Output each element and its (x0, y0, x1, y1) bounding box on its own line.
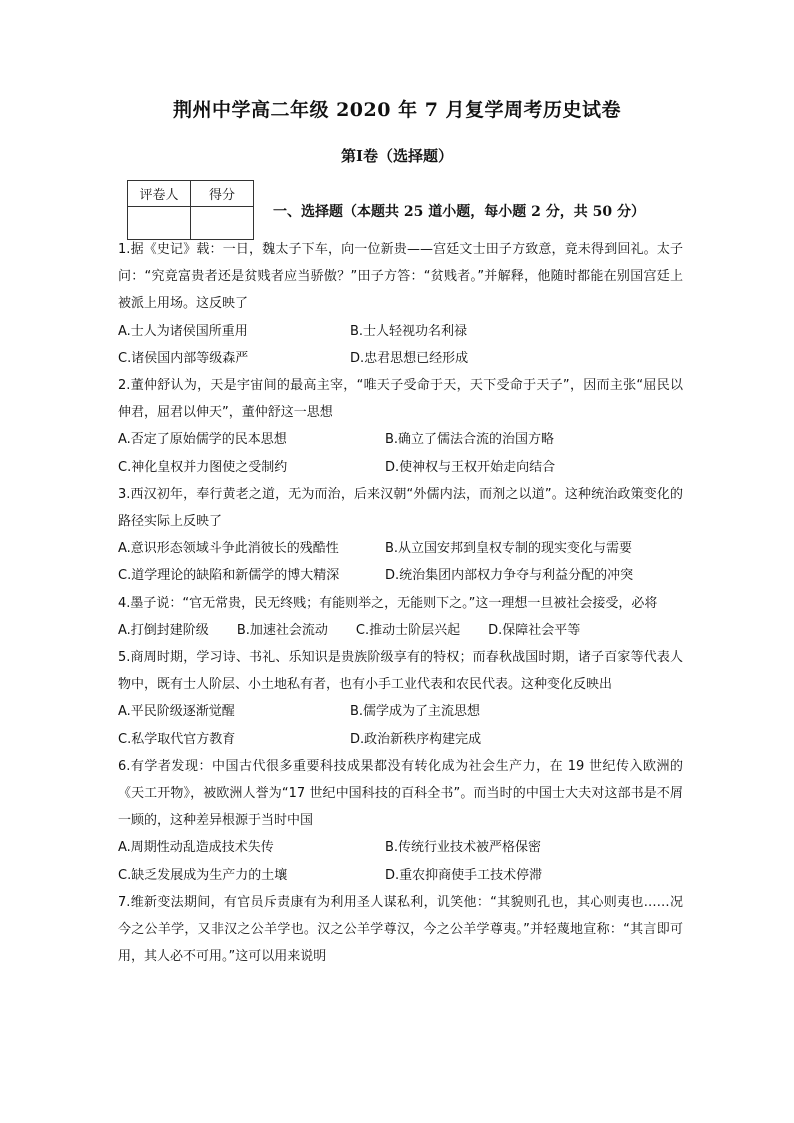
option-5c: C.私学取代官方教育 (118, 731, 236, 747)
grader-blank-cell (128, 207, 191, 240)
option-4c: C.推动士阶层兴起 (355, 622, 461, 638)
option-1d: D.忠君思想已经形成 (350, 350, 469, 366)
grader-header-cell: 评卷人 (128, 181, 191, 207)
option-5d: D.政治新秩序构建完成 (350, 731, 482, 747)
volume-subtitle: 第Ⅰ卷（选择题） (340, 147, 454, 165)
section-heading: 一、选择题（本题共 25 道小题，每小题 2 分，共 50 分） (273, 204, 645, 220)
options-row (118, 726, 683, 753)
option-6d: D.重农抑商使手工技术停滞 (385, 867, 543, 883)
question-stem-4: 4.墨子说：“官无常贵，民无终贱；有能则举之，无能则下之。”这一理想一旦被社会接受，必将 (118, 595, 658, 611)
option-6b: B.传统行业技术被严格保密 (385, 840, 542, 856)
option-2b: B.确立了儒法合流的治国方略 (385, 432, 555, 448)
options-row (118, 562, 683, 589)
grader-score-table (127, 180, 254, 240)
options-row (118, 454, 683, 481)
option-2c: C.神化皇权并力图使之受制约 (118, 459, 288, 475)
score-header-cell: 得分 (191, 181, 254, 207)
option-3c: C.道学理论的缺陷和新儒学的博大精深 (118, 568, 340, 584)
option-2a: A.否定了原始儒学的民本思想 (118, 432, 287, 448)
exam-title: 荆州中学高二年级 2020 年 7 月复学周考历史试卷 (172, 99, 622, 121)
options-row (118, 426, 683, 453)
option-3b: B.从立国安邦到皇权专制的现实变化与需要 (385, 541, 633, 557)
option-4d: D.保障社会平等 (488, 622, 581, 638)
question-stem-3: 3.西汉初年，奉行黄老之道，无为而治，后来汉朝“外儒内法，而剂之以道”。这种统治政策变化的路径实际上反映了 (118, 486, 683, 530)
options-row (118, 535, 683, 562)
option-2d: D.使神权与王权开始走向结合 (385, 459, 556, 475)
option-6c: C.缺乏发展成为生产力的土壤 (118, 867, 288, 883)
question-stem-7: 7.维新变法期间，有官员斥责康有为利用圣人谋私利，讥笑他：“其貌则孔也，其心则夷也……况今之公羊学，又非汉之公羊学也。汉之公羊学尊汉，今之公羊学尊夷。”并轻蔑地宣称：“其言即可用，其人必不可用。”这可以用来说明 (118, 894, 683, 965)
options-row (118, 617, 683, 644)
question-stem-2: 2.董仲舒认为，天是宇宙间的最高主宰，“唯天子受命于天，天下受命于天子”，因而主张“屈民以伸君，屈君以伸天”，董仲舒这一思想 (118, 378, 683, 421)
question-stem-5: 5.商周时期，学习诗、书礼、乐知识是贵族阶级享有的特权；而春秋战国时期，诸子百家等代表人物中，既有士人阶层、小土地私有者，也有小手工业代表和农民代表。这种变化反映出 (118, 650, 683, 693)
option-1b: B.士人轻视功名利禄 (350, 323, 468, 339)
options-row (118, 862, 683, 889)
option-4a: A.打倒封建阶级 (118, 622, 209, 638)
options-row (118, 834, 683, 861)
options-row (118, 698, 683, 725)
options-row (118, 345, 683, 372)
option-5a: A.平民阶级逐渐觉醒 (118, 704, 235, 720)
option-5b: B.儒学成为了主流思想 (350, 704, 481, 720)
option-1a: A.士人为诸侯国所重用 (118, 323, 248, 339)
options-row (118, 318, 683, 345)
questions-body (118, 236, 683, 970)
score-blank-cell (191, 207, 254, 240)
question-stem-6: 6.有学者发现：中国古代很多重要科技成果都没有转化成为社会生产力，在 19 世纪传入欧洲的《天工开物》，被欧洲人誉为“17 世纪中国科技的百科全书”。而当时的中国士大夫对这部书是不屑一顾的，这种差异根源于当时中国 (118, 758, 683, 829)
question-stem-1: 1.据《史记》载：一日，魏太子下车，向一位新贵——宫廷文士田子方致意，竟未得到回礼。太子问：“究竟富贵者还是贫贱者应当骄傲？”田子方答：“贫贱者。”并解释，他随时都能在别国宫廷上被派上用场。这反映了 (118, 242, 683, 312)
option-4b: B.加速社会流动 (236, 622, 328, 638)
option-6a: A.周期性动乱造成技术失传 (118, 840, 274, 856)
option-3a: A.意识形态领域斗争此消彼长的残酷性 (118, 541, 339, 557)
option-3d: D.统治集团内部权力争夺与利益分配的冲突 (385, 568, 634, 584)
option-1c: C.诸侯国内部等级森严 (118, 350, 249, 366)
